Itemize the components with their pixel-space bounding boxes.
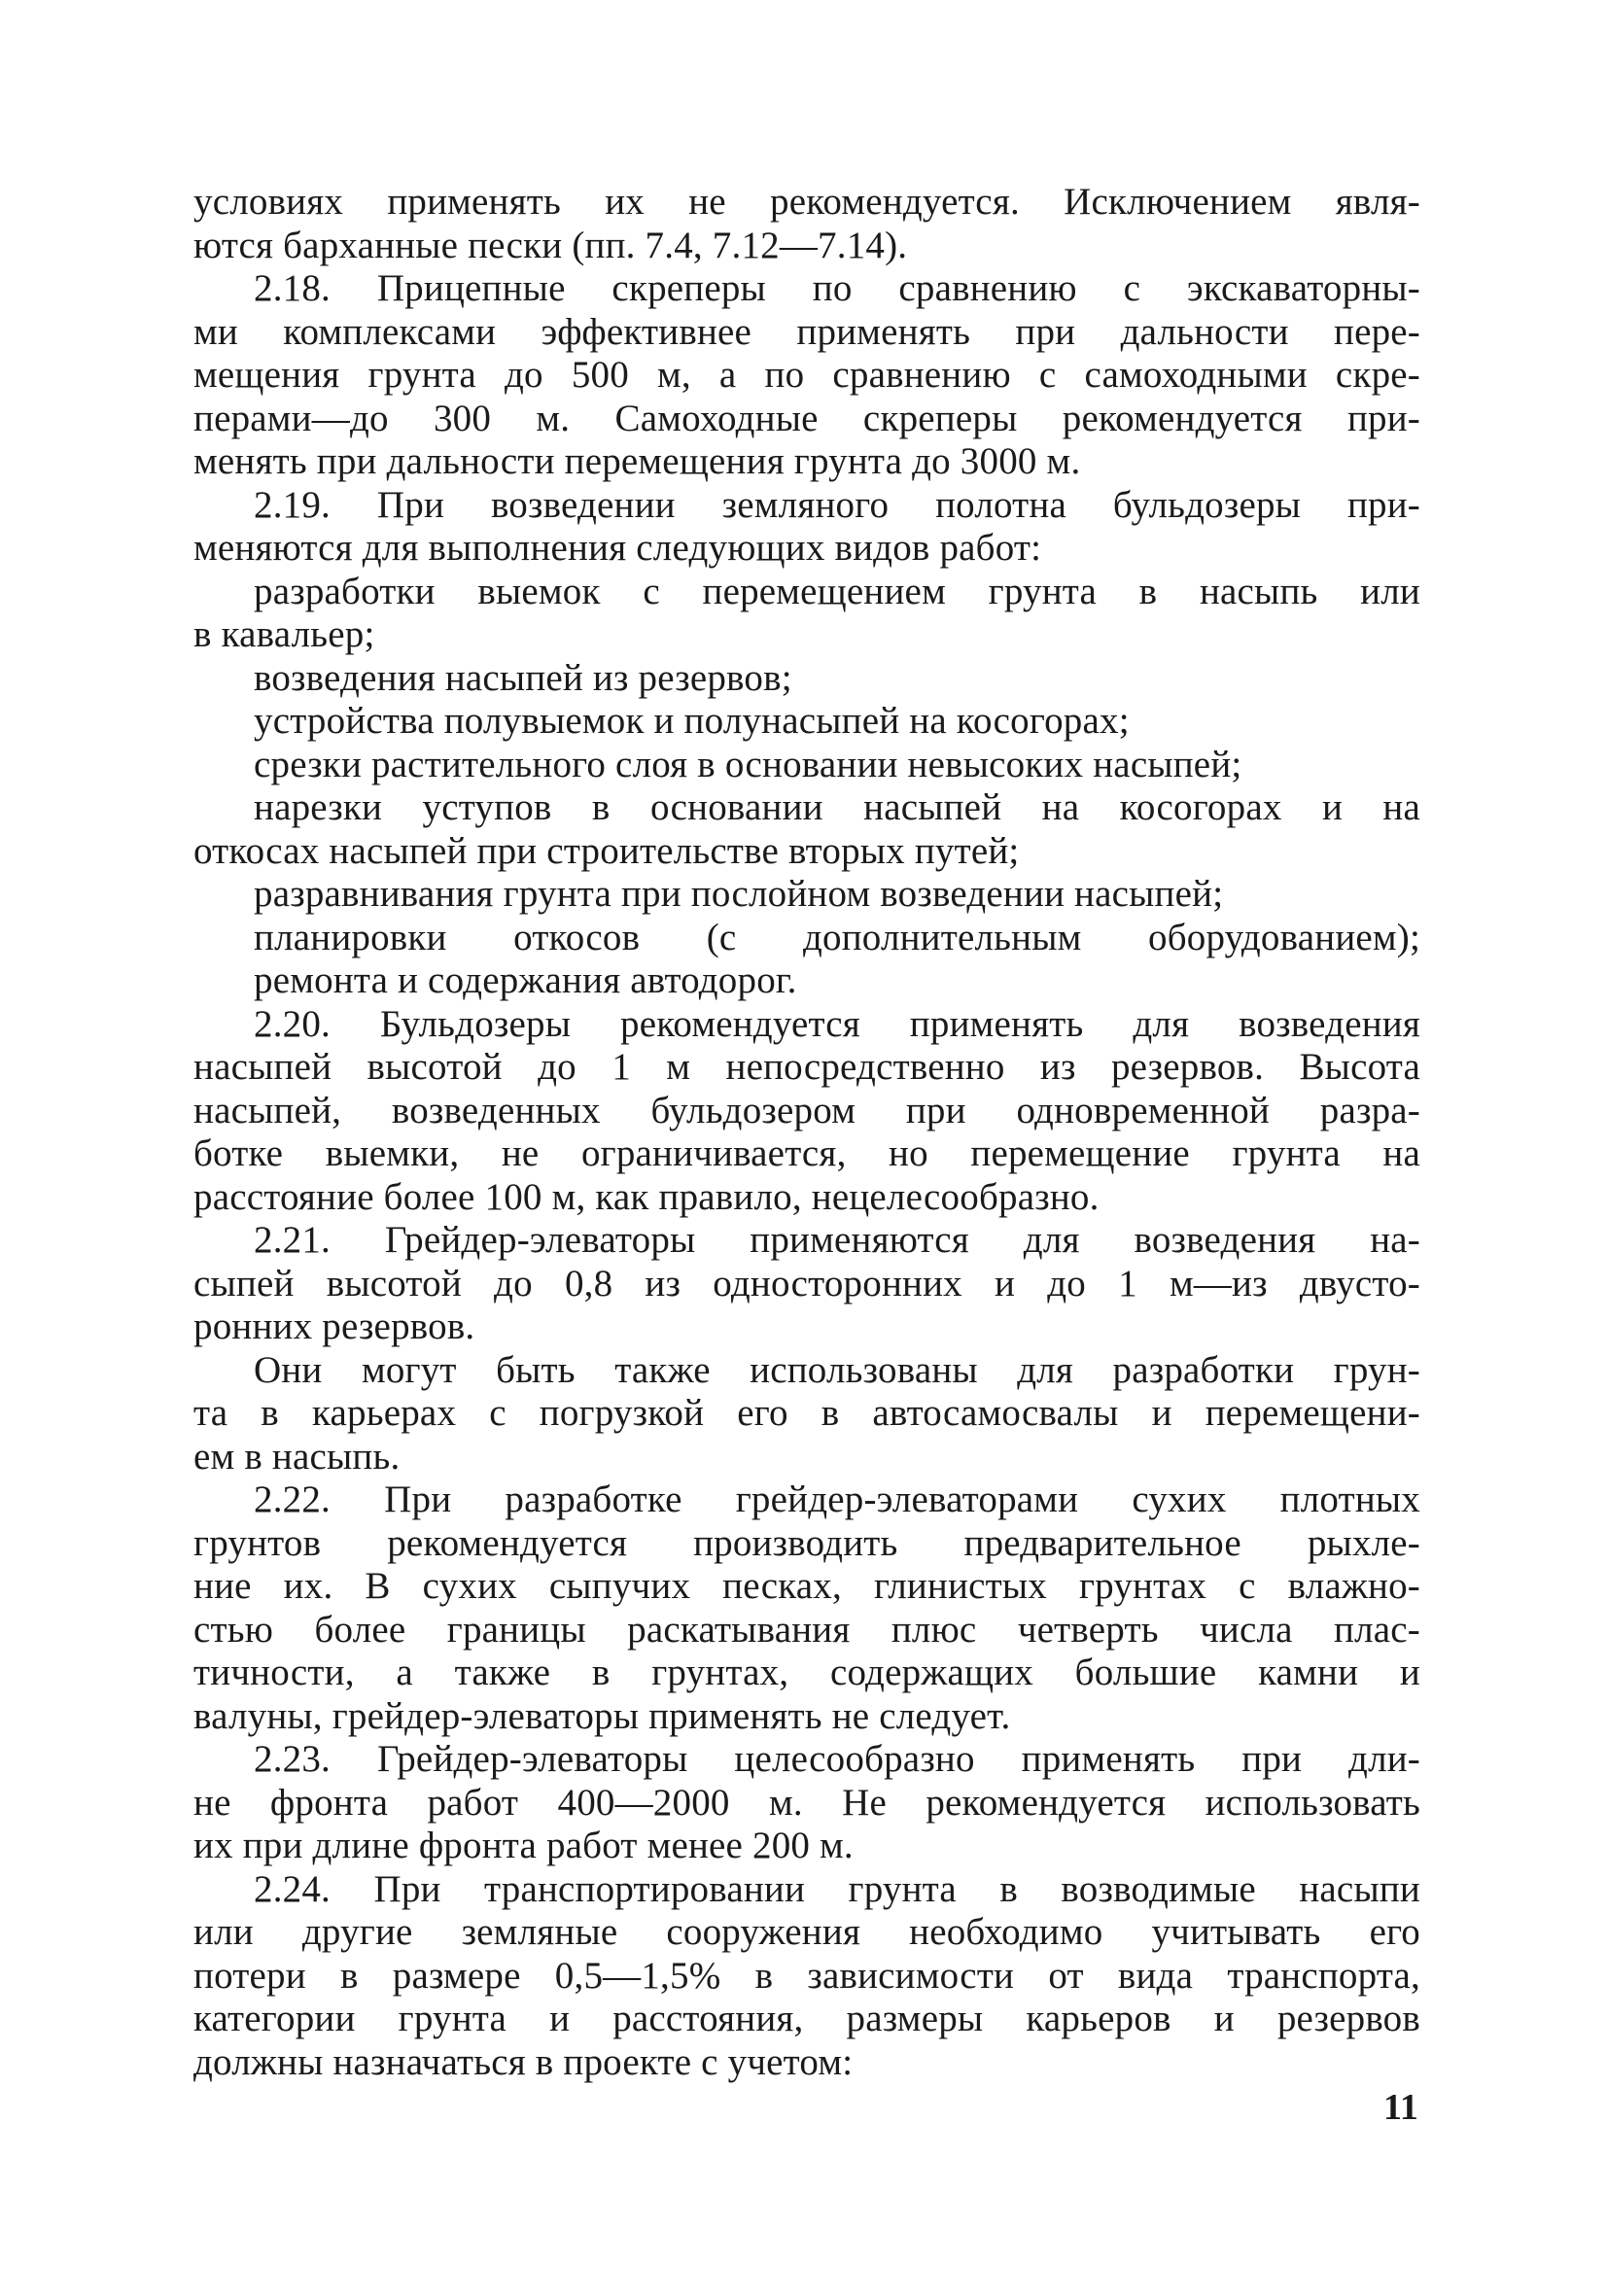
text-line: тичности, а также в грунтах, содержащих большие камни и bbox=[193, 1652, 1420, 1693]
text-line: не фронта работ 400—2000 м. Не рекомендуется использовать bbox=[193, 1781, 1420, 1824]
text-line: в кавальер; bbox=[193, 613, 375, 655]
text-line: нарезки уступов в основании насыпей на косогорах и на bbox=[254, 786, 1420, 828]
text-line: менять при дальности перемещения грунта до 3000 м. bbox=[193, 440, 1081, 482]
text-line: устройства полувыемок и полунасыпей на косогорах; bbox=[254, 700, 1130, 742]
text-line: 2.20. Бульдозеры рекомендуется применять для возведения bbox=[254, 1002, 1420, 1045]
text-line: ремонта и содержания автодорог. bbox=[254, 959, 797, 1001]
text-line: потери в размере 0,5—1,5% в зависимости от вида транспорта, bbox=[193, 1954, 1420, 1997]
text-line: грунтов рекомендуется производить предварительное рыхле- bbox=[193, 1521, 1420, 1564]
text-line: ние их. В сухих сыпучих песках, глинистых грунтах с влажно- bbox=[193, 1565, 1420, 1607]
text-line: 2.21. Грейдер-элеваторы применяются для возведения на- bbox=[254, 1219, 1420, 1261]
text-line: возведения насыпей из резервов; bbox=[254, 656, 792, 699]
text-line: стью более границы раскатывания плюс четверть числа плас- bbox=[193, 1608, 1420, 1651]
text-line: планировки откосов (с дополнительным оборудованием); bbox=[254, 916, 1420, 958]
text-line: расстояние более 100 м, как правило, нецелесообразно. bbox=[193, 1175, 1100, 1218]
text-line: насыпей высотой до 1 м непосредственно из резервов. Высота bbox=[193, 1046, 1420, 1088]
text-line: разравнивания грунта при послойном возведении насыпей; bbox=[254, 873, 1224, 915]
text-line: условиях применять их не рекомендуется. Исключением явля- bbox=[193, 181, 1420, 223]
text-line: мещения грунта до 500 м, а по сравнению с самоходными скре- bbox=[193, 354, 1420, 396]
text-line: срезки растительного слоя в основании невысоких насыпей; bbox=[254, 743, 1242, 785]
text-line: категории грунта и расстояния, размеры карьеров и резервов bbox=[193, 1998, 1420, 2039]
page-number: 11 bbox=[1383, 2087, 1418, 2128]
text-line: ми комплексами эффективнее применять при дальности пере- bbox=[193, 310, 1420, 353]
text-line: разработки выемок с перемещением грунта в насыпь или bbox=[254, 570, 1420, 612]
text-line: ронних резервов. bbox=[193, 1305, 475, 1347]
text-line: меняются для выполнения следующих видов работ: bbox=[193, 527, 1042, 569]
text-line: их при длине фронта работ менее 200 м. bbox=[193, 1825, 854, 1866]
text-line: или другие земляные сооружения необходимо учитывать его bbox=[193, 1911, 1420, 1953]
text-line: 2.22. При разработке грейдер-элеваторами сухих плотных bbox=[254, 1478, 1420, 1520]
text-line: 2.24. При транспортировании грунта в возводимые насыпи bbox=[254, 1867, 1420, 1910]
text-line: сыпей высотой до 0,8 из односторонних и до 1 м—из двусто- bbox=[193, 1262, 1420, 1305]
text-line: ботке выемки, не ограничивается, но перемещение грунта на bbox=[193, 1132, 1420, 1174]
document-body bbox=[193, 181, 1420, 2084]
text-line: ются барханные пески (пп. 7.4, 7.12—7.14). bbox=[193, 224, 908, 266]
text-line: 2.19. При возведении земляного полотна бульдозеры при- bbox=[254, 483, 1420, 526]
text-line: та в карьерах с погрузкой его в автосамосвалы и перемещени- bbox=[193, 1392, 1420, 1434]
text-line: валуны, грейдер-элеваторы применять не следует. bbox=[193, 1694, 1011, 1737]
text-line: насыпей, возведенных бульдозером при одновременной разра- bbox=[193, 1089, 1420, 1131]
text-line: должны назначаться в проекте с учетом: bbox=[193, 2040, 854, 2083]
text-line: перами—до 300 м. Самоходные скреперы рекомендуется при- bbox=[193, 397, 1420, 439]
text-line: откосах насыпей при строительстве вторых путей; bbox=[193, 829, 1020, 872]
text-line: 2.18. Прицепные скреперы по сравнению с экскаваторны- bbox=[254, 267, 1420, 309]
text-line: ем в насыпь. bbox=[193, 1435, 401, 1478]
text-line: 2.23. Грейдер-элеваторы целесообразно применять при дли- bbox=[254, 1738, 1420, 1780]
text-line: Они могут быть также использованы для разработки грун- bbox=[254, 1348, 1420, 1391]
